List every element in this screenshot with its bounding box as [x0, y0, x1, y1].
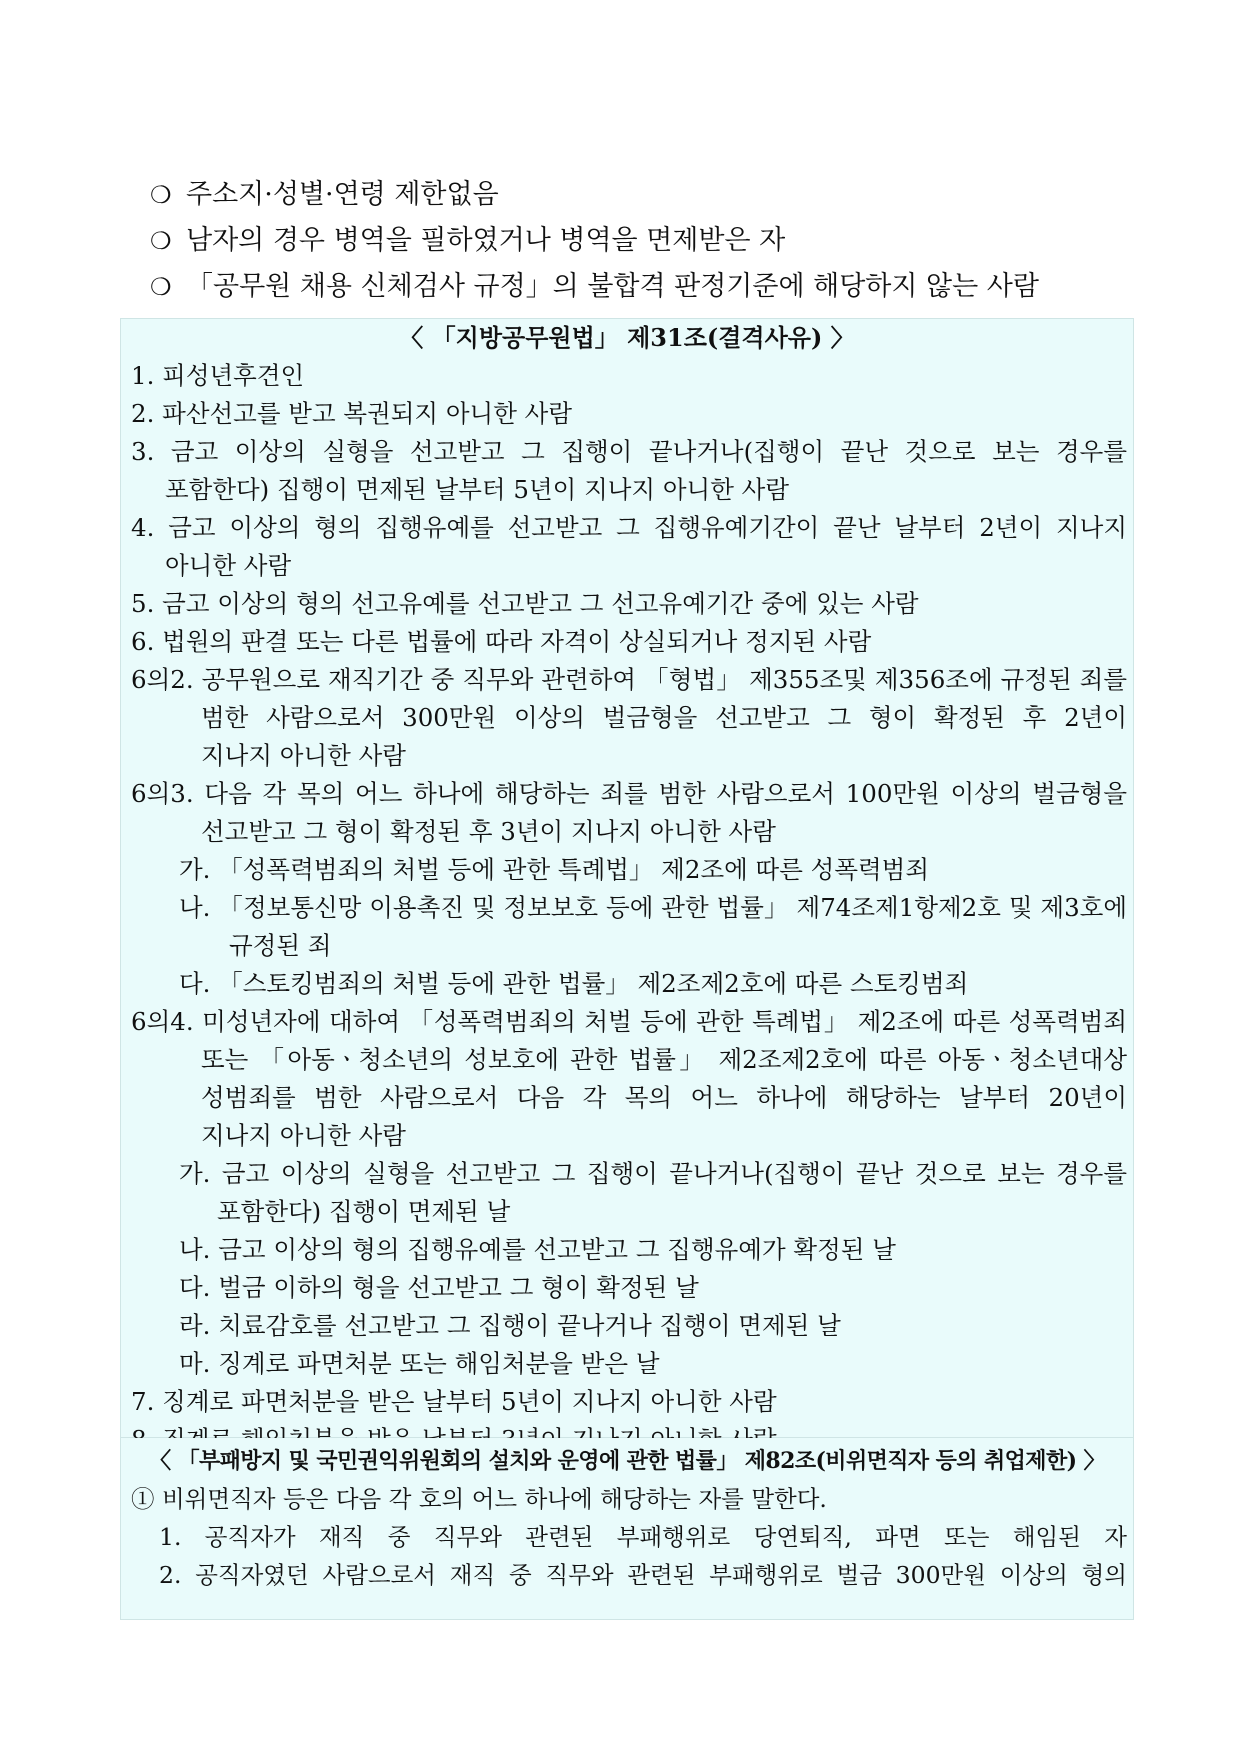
disqualification-box [120, 318, 1134, 1438]
clause-line: 지나지 아니한 사람 [201, 1121, 406, 1150]
clause-line: 1. 공직자가 재직 중 직무와 관련된 부패행위로 당연퇴직, 파면 또는 해임된 자 [159, 1523, 1127, 1551]
section-title: 〈 「부패방지 및 국민권익위원회의 설치와 운영에 관한 법률」 제82조(비위면직자 등의 취업제한) 〉 [149, 1448, 1105, 1474]
eligibility-bullets [150, 172, 1130, 310]
circle-bullet-icon: ❍ [150, 273, 172, 301]
clause-line: 다. 「스토킹범죄의 처벌 등에 관한 법률」 제2조제2호에 따른 스토킹범죄 [179, 969, 969, 998]
clause-line: 5. 금고 이상의 형의 선고유예를 선고받고 그 선고유예기간 중에 있는 사람 [131, 589, 919, 618]
clause-line: 선고받고 그 형이 확정된 후 3년이 지나지 아니한 사람 [201, 817, 776, 846]
bullet-item [150, 172, 1130, 218]
clause-line: 범한 사람으로서 300만원 이상의 벌금형을 선고받고 그 형이 확정된 후 2년이 [201, 703, 1127, 732]
clause-line: 7. 징계로 파면처분을 받은 날부터 5년이 지나지 아니한 사람 [131, 1387, 777, 1416]
clause-line: 아니한 사람 [165, 551, 292, 580]
clause-line: 마. 징계로 파면처분 또는 해임처분을 받은 날 [179, 1349, 660, 1378]
bullet-text: 주소지·성별·연령 제한없음 [186, 179, 499, 210]
bullet-item [150, 218, 1130, 264]
circle-bullet-icon: ❍ [150, 227, 172, 255]
section-title: 〈 「지방공무원법」 제31조(결격사유) 〉 [399, 323, 855, 352]
clause-line: 1. 피성년후견인 [131, 361, 305, 390]
clause-line: 규정된 죄 [229, 931, 332, 960]
bullet-item [150, 264, 1130, 310]
clause-line: 6의2. 공무원으로 재직기간 중 직무와 관련하여 「형법」 제355조및 제356조에 규정된 죄를 [131, 665, 1127, 694]
clause-line: ① 비위면직자 등은 다음 각 호의 어느 하나에 해당하는 자를 말한다. [131, 1485, 827, 1513]
bullet-text: 「공무원 채용 신체검사 규정」의 불합격 판정기준에 해당하지 않는 사람 [186, 271, 1039, 302]
employment-restriction-box [120, 1438, 1134, 1620]
clause-line: 또는 「아동ㆍ청소년의 성보호에 관한 법률」 제2조제2호에 따른 아동ㆍ청소년대상 [201, 1045, 1127, 1074]
clause-line: 6의4. 미성년자에 대하여 「성폭력범죄의 처벌 등에 관한 특례법」 제2조에 따른 성폭력범죄 [131, 1007, 1127, 1036]
clause-line: 나. 「정보통신망 이용촉진 및 정보보호 등에 관한 법률」 제74조제1항제2호 및 제3호에 [179, 893, 1127, 922]
bullet-text: 남자의 경우 병역을 필하였거나 병역을 면제받은 자 [186, 225, 786, 256]
clause-line: 가. 「성폭력범죄의 처벌 등에 관한 특례법」 제2조에 따른 성폭력범죄 [179, 855, 930, 884]
clause-line: 지나지 아니한 사람 [201, 741, 406, 770]
clause-line: 나. 금고 이상의 형의 집행유예를 선고받고 그 집행유예가 확정된 날 [179, 1235, 896, 1264]
circle-bullet-icon: ❍ [150, 181, 172, 209]
clause-line: 포함한다) 집행이 면제된 날 [217, 1197, 511, 1226]
clause-line: 라. 치료감호를 선고받고 그 집행이 끝나거나 집행이 면제된 날 [179, 1311, 841, 1340]
clause-line: 포함한다) 집행이 면제된 날부터 5년이 지나지 아니한 사람 [165, 475, 789, 504]
clause-line: 6의3. 다음 각 목의 어느 하나에 해당하는 죄를 범한 사람으로서 100만원 이상의 벌금형을 [131, 779, 1127, 808]
clause-line: 다. 벌금 이하의 형을 선고받고 그 형이 확정된 날 [179, 1273, 699, 1302]
clause-line: 성범죄를 범한 사람으로서 다음 각 목의 어느 하나에 해당하는 날부터 20년이 [201, 1083, 1127, 1112]
clause-line: 3. 금고 이상의 실형을 선고받고 그 집행이 끝나거나(집행이 끝난 것으로 보는 경우를 [131, 437, 1127, 466]
clause-line: 4. 금고 이상의 형의 집행유예를 선고받고 그 집행유예기간이 끝난 날부터 2년이 지나지 [131, 513, 1127, 542]
clause-line: 2. 파산선고를 받고 복권되지 아니한 사람 [131, 399, 572, 428]
clause-line: 2. 공직자였던 사람으로서 재직 중 직무와 관련된 부패행위로 벌금 300만원 이상의 형의 [159, 1561, 1127, 1589]
clause-line: 가. 금고 이상의 실형을 선고받고 그 집행이 끝나거나(집행이 끝난 것으로 보는 경우를 [179, 1159, 1127, 1188]
clause-line: 6. 법원의 판결 또는 다른 법률에 따라 자격이 상실되거나 정지된 사람 [131, 627, 872, 656]
